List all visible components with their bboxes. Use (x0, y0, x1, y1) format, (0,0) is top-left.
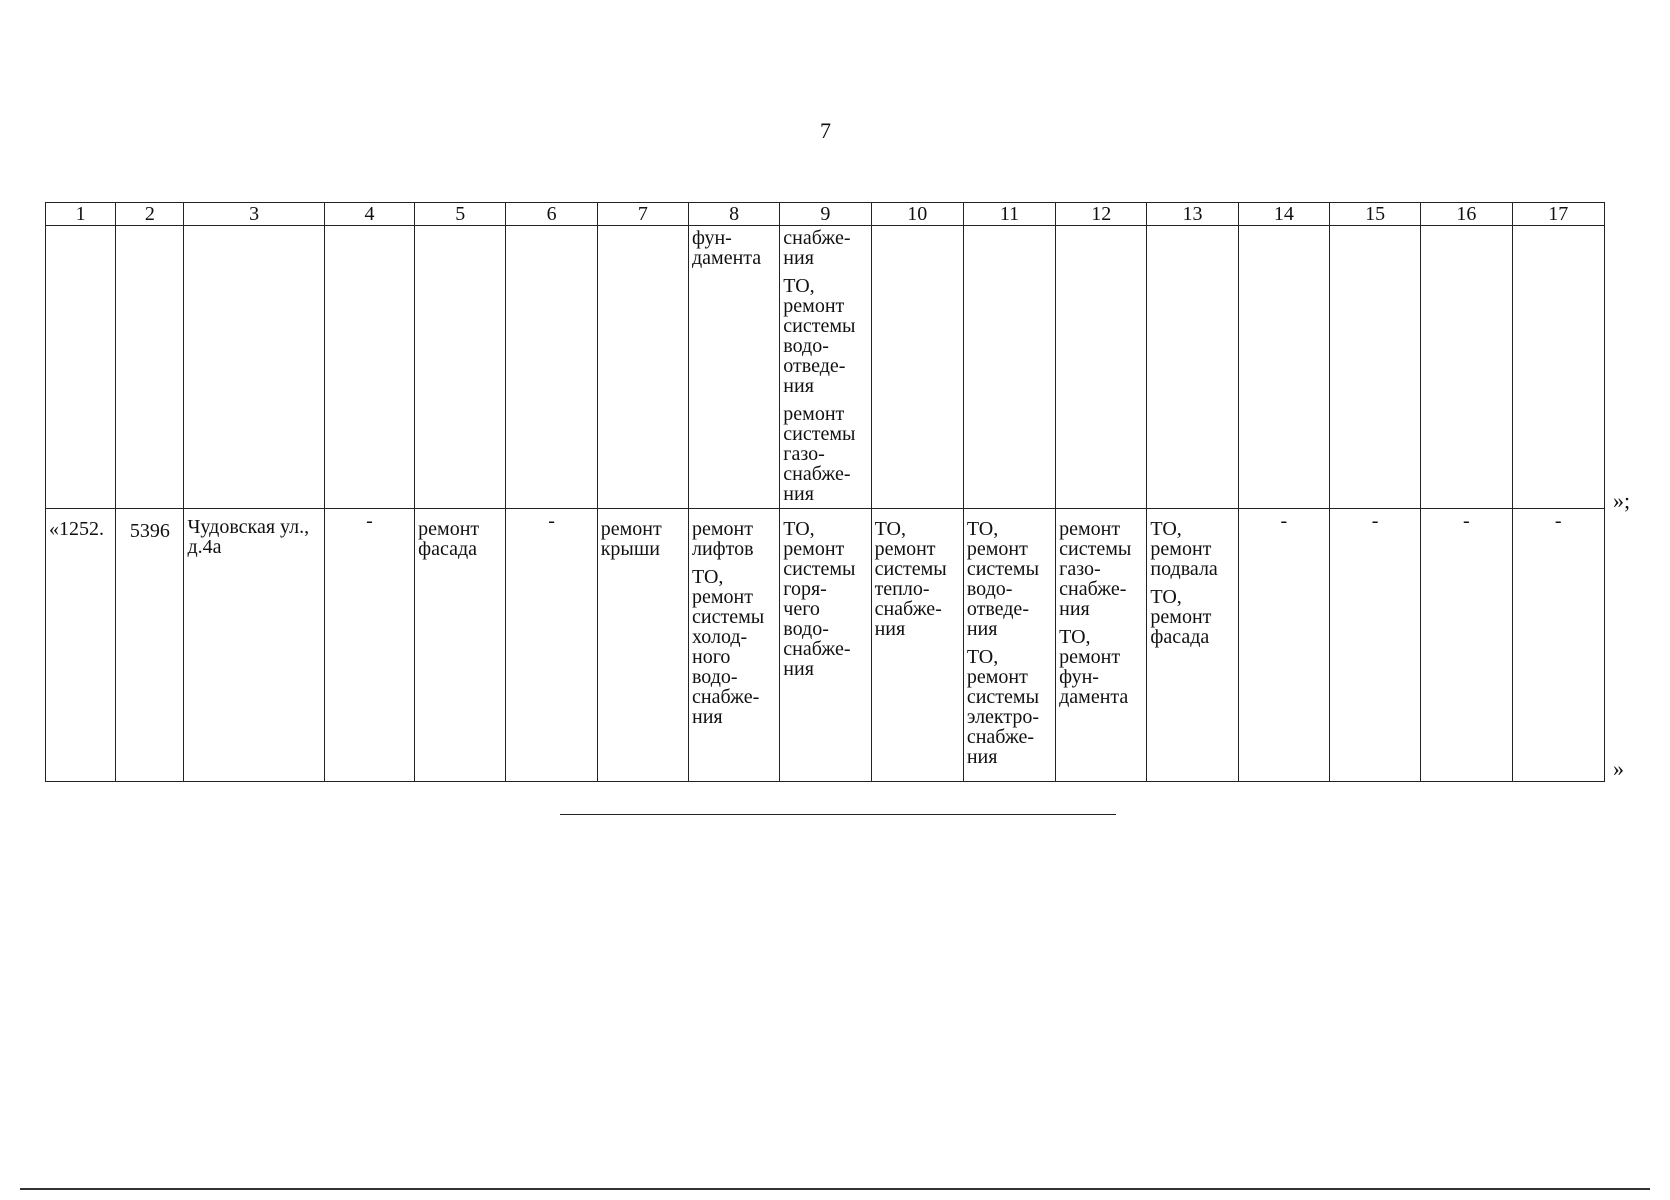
page-number: 7 (820, 118, 831, 143)
table-cell-col16: - (1421, 509, 1512, 782)
header-cell: 6 (506, 203, 597, 226)
closing-rule (560, 814, 1116, 815)
cell-text: фун- дамента (692, 227, 762, 269)
header-cell: 4 (324, 203, 414, 226)
table-cell (1512, 226, 1604, 509)
cell-text: ремонт лифтов (692, 518, 754, 560)
table-cell (597, 226, 688, 509)
header-row (46, 203, 1605, 226)
cell-text: ТО, ремонт фун- дамента (1059, 626, 1129, 708)
table-cell (184, 226, 324, 509)
table-cell (1147, 226, 1238, 509)
table-cell (963, 226, 1055, 509)
header-cell: 3 (184, 203, 324, 226)
table-cell (871, 226, 963, 509)
header-cell: 17 (1512, 203, 1604, 226)
code-cell (116, 509, 184, 782)
header-cell: 5 (415, 203, 506, 226)
table-cell-col13 (1147, 509, 1238, 782)
table-cell (116, 226, 184, 509)
header-cell: 9 (780, 203, 871, 226)
header-cell: 2 (116, 203, 184, 226)
cell-text: ТО, ремонт фасада (1150, 586, 1212, 648)
row-end-quote-semicolon: »; (1613, 488, 1631, 513)
row-number-cell (46, 509, 116, 782)
cell-text: Чудовская ул., д.4а (187, 516, 310, 558)
table-cell (46, 226, 116, 509)
table-cell-col9 (780, 509, 871, 782)
table-row-1252 (46, 509, 1605, 782)
header-cell: 14 (1238, 203, 1329, 226)
table-cell-col10 (871, 509, 963, 782)
cell-text: ТО, ремонт системы электро- снабже- ния (966, 646, 1040, 768)
cell-text: «1252. (49, 518, 104, 540)
table-cell (415, 226, 506, 509)
header-cell: 13 (1147, 203, 1238, 226)
table-cell (1056, 226, 1147, 509)
works-table (45, 202, 1605, 782)
header-cell: 8 (689, 203, 780, 226)
cell-text: ремонт фасада (418, 518, 480, 560)
row-end-quote: » (1613, 756, 1624, 781)
table-cell-col8 (689, 226, 780, 509)
table-cell-col15: - (1329, 509, 1420, 782)
header-cell: 7 (597, 203, 688, 226)
table-cell (1421, 226, 1512, 509)
cell-text: ТО, ремонт системы холод- ного водо- снабже- ния (692, 566, 765, 728)
header-cell: 11 (963, 203, 1055, 226)
table-cell (1329, 226, 1420, 509)
header-cell: 12 (1056, 203, 1147, 226)
cell-text: снабже- ния (783, 227, 851, 269)
table-cell-col7 (597, 509, 688, 782)
table-cell-col5 (415, 509, 506, 782)
cell-text: ТО, ремонт подвала (1150, 518, 1218, 580)
cell-text: ТО, ремонт системы горя- чего водо- снабже- ния (783, 518, 856, 680)
cell-text: ремонт системы газо- снабже- ния (1059, 518, 1132, 620)
cell-text: 5396 (129, 520, 170, 542)
table-cell-col14: - (1238, 509, 1329, 782)
cell-text: ТО, ремонт системы водо- отведе- ния (966, 518, 1040, 640)
table-cell (324, 226, 414, 509)
table-cell-col4: - (324, 509, 414, 782)
table-cell-col9 (780, 226, 871, 509)
cell-text: ремонт системы газо- снабже- ния (783, 403, 856, 505)
header-cell: 10 (871, 203, 963, 226)
cell-text: ТО, ремонт системы тепло- снабже- ния (874, 518, 947, 640)
scan-bottom-edge (20, 1188, 1650, 1190)
table-cell (1238, 226, 1329, 509)
header-cell: 1 (46, 203, 116, 226)
table-cell (506, 226, 597, 509)
cell-text: ТО, ремонт системы водо- отведе- ния (783, 275, 856, 397)
header-cell: 15 (1329, 203, 1420, 226)
address-cell (184, 509, 324, 782)
table-cell-col12 (1056, 509, 1147, 782)
table-cell-col8 (689, 509, 780, 782)
table-cell-col6: - (506, 509, 597, 782)
cell-text: ремонт крыши (600, 518, 662, 560)
header-cell: 16 (1421, 203, 1512, 226)
table-cell-col17: - (1512, 509, 1604, 782)
table-row-continuation (46, 226, 1605, 509)
table-cell-col11 (963, 509, 1055, 782)
